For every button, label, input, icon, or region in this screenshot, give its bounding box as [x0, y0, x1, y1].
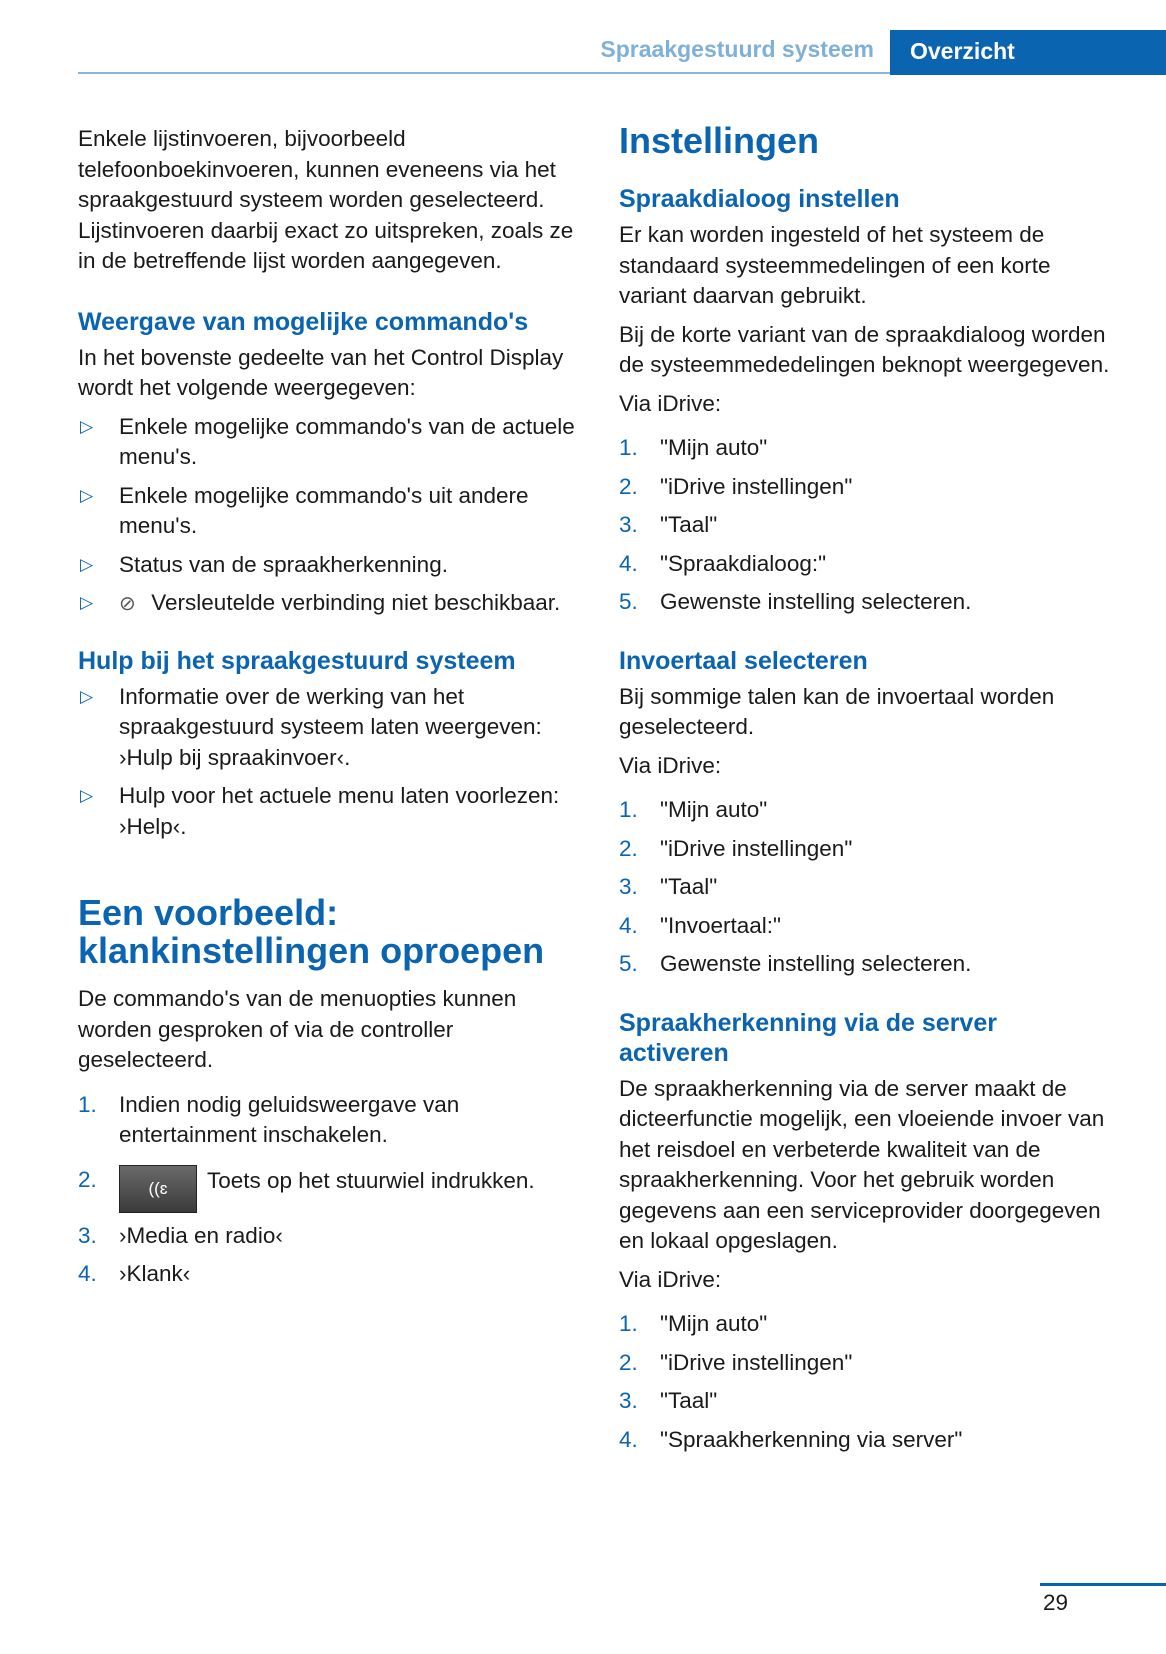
- triangle-bullet-icon: ▷: [80, 554, 94, 574]
- header-section-title: Spraakgestuurd systeem: [600, 36, 874, 62]
- step-item: [619, 549, 1111, 580]
- server-steps: [619, 1309, 1111, 1455]
- step-item: [619, 1309, 1111, 1340]
- paragraph: Er kan worden ingesteld of het systeem de standaard systeemmedelingen of een korte variant daarvan gebruikt.: [619, 222, 1051, 308]
- step-text: "Mijn auto": [660, 1311, 768, 1336]
- step-text: ›Media en radio‹: [119, 1222, 283, 1248]
- step-text: "Invoertaal:": [660, 912, 782, 938]
- step-number: 1.: [619, 435, 638, 460]
- heading-hulp: Hulp bij het spraakgestuurd systeem: [78, 646, 516, 675]
- header-chapter-tab: Overzicht: [890, 30, 1166, 75]
- step-number: 4.: [78, 1261, 97, 1286]
- step-number: 2.: [78, 1166, 97, 1192]
- list-item: [78, 682, 580, 774]
- step-item: [619, 872, 1111, 903]
- step-number: 3.: [619, 1388, 638, 1413]
- step-text: "Taal": [660, 512, 718, 537]
- via-idrive-label: Via iDrive:: [619, 390, 722, 416]
- step-number: 4.: [619, 1426, 638, 1452]
- heading-spraakdialoog: Spraakdialoog instellen: [619, 185, 900, 213]
- invoertaal-steps: [619, 795, 1111, 980]
- triangle-bullet-icon: ▷: [80, 786, 94, 805]
- step-item: [619, 433, 1111, 464]
- step-number: 3.: [78, 1222, 97, 1248]
- step-text: Toets op het stuurwiel indrukken.: [207, 1167, 535, 1193]
- list-item-text: Enkele mogelijke commando's van de actuele menu's.: [119, 413, 575, 469]
- list-item-text: Versleutelde verbinding niet beschikbaar.: [151, 590, 561, 615]
- step-item: [619, 587, 1111, 618]
- triangle-bullet-icon: ▷: [80, 686, 94, 706]
- step-item: [78, 1221, 580, 1252]
- step-text: Indien nodig geluidsweergave van entertainment inschakelen.: [119, 1091, 460, 1147]
- via-idrive-label: Via iDrive:: [619, 752, 722, 778]
- step-number: 3.: [619, 512, 638, 537]
- step-number: 5.: [619, 589, 638, 614]
- list-item: [78, 550, 580, 581]
- step-item: [619, 834, 1111, 865]
- step-text: "Mijn auto": [660, 435, 768, 460]
- step-text: "Taal": [660, 874, 718, 899]
- left-column: [78, 124, 580, 1298]
- step-number: 1.: [78, 1091, 97, 1117]
- heading-instellingen: Instellingen: [619, 120, 820, 161]
- step-item: [619, 1386, 1111, 1417]
- weergave-paragraph: In het bovenste gedeelte van het Control Display wordt het volgende weergegeven:: [78, 344, 564, 400]
- voice-command-button-icon: ((ɛ: [119, 1165, 197, 1213]
- footer-divider: [1040, 1583, 1166, 1586]
- encryption-unavailable-icon: ⊘: [119, 593, 136, 615]
- weergave-list: [78, 412, 580, 620]
- step-text: ›Klank‹: [119, 1261, 191, 1286]
- list-item: [78, 481, 580, 542]
- step-text: "Spraakdialoog:": [660, 550, 827, 576]
- step-item: [619, 472, 1111, 503]
- paragraph: Bij sommige talen kan de invoertaal worden geselecteerd.: [619, 683, 1055, 739]
- step-item: [78, 1259, 580, 1290]
- step-number: 2.: [619, 835, 638, 861]
- step-number: 5.: [619, 951, 638, 976]
- heading-server: Spraakherkenning via de server activeren: [619, 1008, 997, 1067]
- step-text: "Mijn auto": [660, 797, 768, 822]
- step-text: "Spraakherkenning via server": [660, 1426, 963, 1452]
- list-item: [78, 412, 580, 473]
- list-item-text: Informatie over de werking van het spraakgestuurd systeem laten weergeven: ›Hulp bij spraakinvoer‹.: [119, 683, 542, 770]
- dialoog-steps: [619, 433, 1111, 618]
- step-item: [619, 949, 1111, 980]
- page-number: 29: [1043, 1590, 1069, 1615]
- step-text: "iDrive instellingen": [660, 473, 853, 499]
- step-item: [619, 510, 1111, 541]
- step-number: 4.: [619, 550, 638, 576]
- step-number: 3.: [619, 874, 638, 899]
- heading-weergave: Weergave van mogelijke commando's: [78, 307, 529, 336]
- triangle-bullet-icon: ▷: [80, 593, 94, 612]
- list-item-text: Hulp voor het actuele menu laten voorlezen: ›Help‹.: [119, 783, 560, 839]
- header-divider: [78, 72, 890, 74]
- step-text: Gewenste instelling selecteren.: [660, 951, 972, 976]
- step-number: 4.: [619, 912, 638, 938]
- step-item: [619, 1348, 1111, 1379]
- step-item: [78, 1090, 580, 1151]
- triangle-bullet-icon: ▷: [80, 485, 94, 505]
- right-column: [619, 122, 1111, 1463]
- via-idrive-label: Via iDrive:: [619, 1266, 722, 1292]
- hulp-list: [78, 682, 580, 843]
- step-text: "iDrive instellingen": [660, 835, 853, 861]
- paragraph: De spraakherkenning via de server maakt de dicteerfunctie mogelijk, een vloeiende invoer van het reisdoel en verbeterde kwaliteit van de spraakherkenning. Voor het gebruik worden gegevens aan een serviceprovider doorgegeven en lokaal opgeslagen.: [619, 1075, 1105, 1253]
- step-item: [78, 1165, 580, 1213]
- step-number: 1.: [619, 1311, 638, 1336]
- list-item-text: Enkele mogelijke commando's uit andere menu's.: [119, 482, 529, 538]
- voorbeeld-steps: [78, 1090, 580, 1290]
- step-number: 1.: [619, 797, 638, 822]
- step-item: [619, 1425, 1111, 1456]
- step-item: [619, 795, 1111, 826]
- step-item: [619, 911, 1111, 942]
- step-text: Gewenste instelling selecteren.: [660, 589, 972, 614]
- triangle-bullet-icon: ▷: [80, 416, 94, 436]
- paragraph: Bij de korte variant van de spraakdialoog worden de systeemmededelingen beknopt weergegeven.: [619, 321, 1110, 377]
- step-number: 2.: [619, 473, 638, 499]
- list-item: [78, 781, 580, 842]
- heading-invoertaal: Invoertaal selecteren: [619, 646, 868, 675]
- heading-voorbeeld: Een voorbeeld: klankinstellingen oproepen: [78, 892, 545, 971]
- list-item: [78, 588, 580, 620]
- step-text: "iDrive instellingen": [660, 1349, 853, 1375]
- list-item-text: Status van de spraakherkenning.: [119, 551, 448, 577]
- intro-paragraph: Enkele lijstinvoeren, bijvoorbeeld telefoonboekinvoeren, kunnen eveneens via het spraakgestuurd systeem worden geselecteerd. Lijstinvoeren daarbij exact zo uitspreken, zoals ze in de betreffende lijst worden aangegeven.: [78, 126, 574, 273]
- step-number: 2.: [619, 1349, 638, 1375]
- step-text: "Taal": [660, 1388, 718, 1413]
- voorbeeld-paragraph: De commando's van de menuopties kunnen worden gesproken of via de controller geselecteerd.: [78, 986, 517, 1072]
